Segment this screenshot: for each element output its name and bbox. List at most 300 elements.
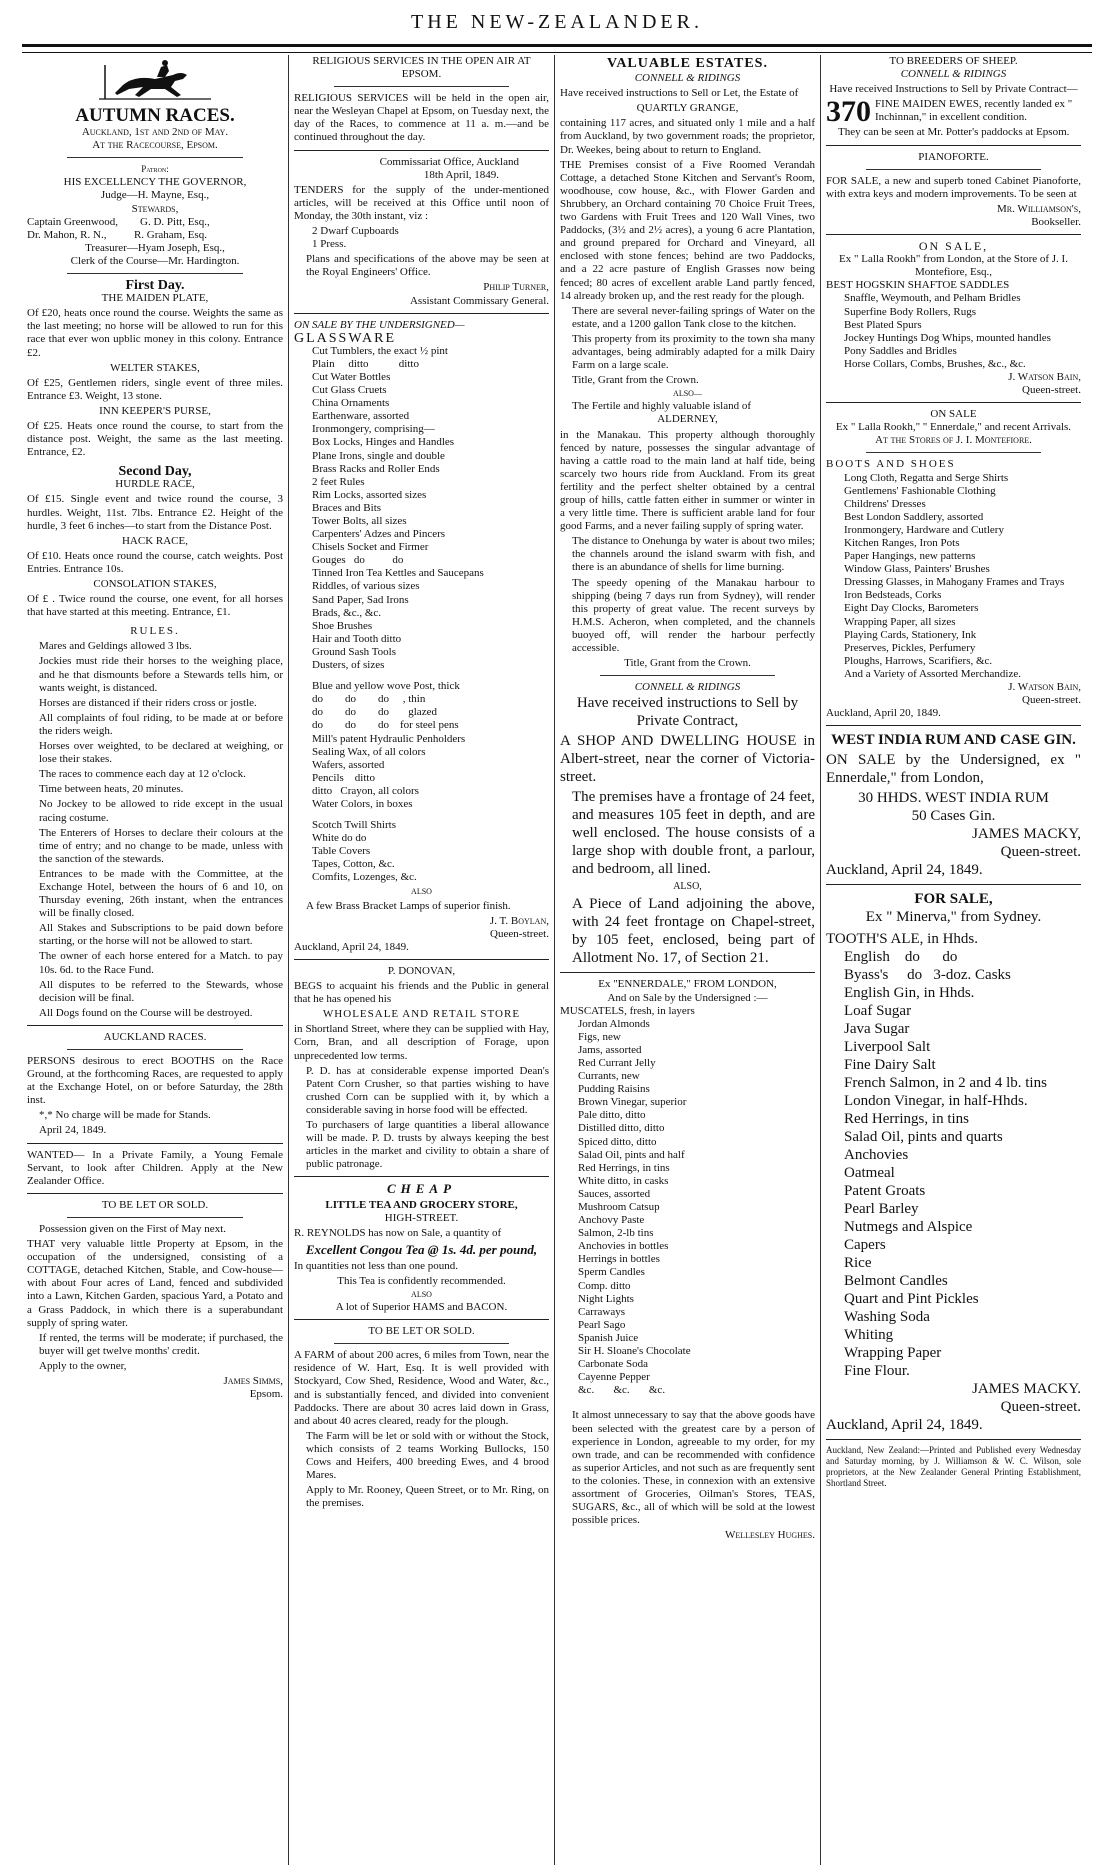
merchandise-item: Playing Cards, Stationery, Ink <box>844 628 977 641</box>
column-3 <box>554 55 820 1865</box>
masthead-rule <box>22 44 1092 53</box>
clothing-item: Table Covers <box>312 845 371 858</box>
macky-date: Auckland, April 24, 1849. <box>826 1417 983 1434</box>
stationery-item: do do do for steel pens <box>312 719 459 732</box>
race-name: WELTER STAKES, <box>110 361 200 374</box>
saddlery-item: Best Plated Spurs <box>844 318 922 331</box>
grocery-item: Distilled ditto, ditto <box>578 1122 665 1135</box>
divider <box>67 157 243 158</box>
ale-item: Red Herrings, in tins <box>844 1111 969 1128</box>
ewes-number: 370 <box>826 95 871 129</box>
grocery-item: Sir H. Sloane's Chocolate <box>578 1345 691 1358</box>
ale-item: Nutmegs and Alspice <box>844 1219 973 1236</box>
imprint: Auckland, New Zealand:—Printed and Published every Wednesday and Saturday morning, by J. Williamson & W. C. Wilson, sole proprietors, at the New Zealander General Printing Establishment, Shortland Street. <box>826 1445 1081 1489</box>
merchandise-item: Eight Day Clocks, Barometers <box>844 602 979 615</box>
divider <box>600 675 775 676</box>
grocery-item: Figs, new <box>578 1030 621 1043</box>
merchandise-item: Best London Saddlery, assorted <box>844 510 984 523</box>
wanted-text: WANTED— In a Private Family, a Young Female Servant, to look after Children. Apply at the New Zealander Office. <box>27 1148 283 1187</box>
glass-item: Chisels Socket and Firmer <box>312 541 429 554</box>
donovan-title: P. DONOVAN, <box>387 965 456 977</box>
race-text: Of £25. Heats once round the course, to start from the distance post. Weight, the same as the last meeting. Entrance, £2. <box>27 419 283 459</box>
glass-item: Box Locks, Hinges and Handles <box>312 436 455 449</box>
stationery-item: Blue and yellow wove Post, thick <box>312 680 460 693</box>
saddles: BEST HOGSKIN SHAFTOE SADDLES <box>826 279 1010 292</box>
ale-item: English Gin, in Hhds. <box>844 985 975 1002</box>
rule-item: Horses over weighted, to be declared at weighing, or lose their stakes. <box>39 740 283 766</box>
divider <box>866 452 1041 453</box>
donovan-store: WHOLESALE AND RETAIL STORE <box>322 1008 521 1021</box>
tender-role: Assistant Commissary General. <box>409 294 549 307</box>
ale-item: English do do <box>844 949 958 966</box>
ennerdale-sub: And on Sale by the Undersigned :— <box>607 991 768 1004</box>
clothing-item: White do do <box>312 832 367 845</box>
ale-item: French Salmon, in 2 and 4 lb. tins <box>844 1075 1047 1092</box>
grocery-item: Currants, new <box>578 1070 640 1083</box>
saddlery-item: Snaffle, Weymouth, and Pelham Bridles <box>844 292 1021 305</box>
grocery-item: Spanish Juice <box>578 1331 639 1344</box>
glass-item: China Ornaments <box>312 397 390 410</box>
rule-item: Jockies must ride their horses to the weighing place, and he that dismounts before a Stewards tells him, or wants weight, is distanced. <box>39 655 283 694</box>
divider <box>826 402 1081 403</box>
glass-item: Carpenters' Adzes and Pincers <box>312 528 446 541</box>
shop-intro: Have received instructions to Sell by Private Contract, <box>576 695 799 730</box>
title-grant: Title, Grant from the Crown. <box>572 374 699 387</box>
merchandise-item: Wrapping Paper, all sizes <box>844 615 956 628</box>
let-possession: Possession given on the First of May next. <box>39 1222 226 1235</box>
lamps-text: A few Brass Bracket Lamps of superior finish. <box>306 899 511 912</box>
ale-item: Anchovies <box>844 1147 909 1164</box>
merchandise-item: Kitchen Ranges, Iron Pots <box>844 537 960 549</box>
comm-office: Commissariat Office, Auckland <box>379 155 519 168</box>
bain-date: Auckland, April 20, 1849. <box>826 707 941 720</box>
rules-list <box>27 640 283 1020</box>
glass-item: Sand Paper, Sad Irons <box>312 593 409 606</box>
religious-title: RELIGIOUS SERVICES IN THE OPEN AIR AT EPSOM. <box>312 55 531 81</box>
race-text: Of £25, Gentlemen riders, single event of three miles. Entrance £3. Weight, 13 stone. <box>27 376 283 402</box>
rule-item: Horses are distanced if their riders cross or jostle. <box>39 696 257 709</box>
glass-item: Gouges do do <box>312 554 404 567</box>
merchandise-item: Paper Hangings, new patterns <box>844 550 976 563</box>
ale-item: Rice <box>844 1255 872 1272</box>
glass-item: Ground Sash Tools <box>312 645 396 658</box>
ale-item: Belmont Candles <box>844 1273 948 1290</box>
grocery-item: Mushroom Catsup <box>578 1201 660 1213</box>
grocery-item: Anchovy Paste <box>578 1214 645 1227</box>
divider <box>27 1143 283 1144</box>
stationery-item: do do do , thin <box>312 693 426 706</box>
saddlery-item: Superfine Body Rollers, Rugs <box>844 305 976 318</box>
also-label: ALSO— <box>673 389 702 399</box>
divider <box>67 1049 243 1050</box>
rule-item: Mares and Geldings allowed 3 lbs. <box>39 640 192 653</box>
race-name: INN KEEPER'S PURSE, <box>99 404 211 417</box>
tenders-plans: Plans and specifications of the above may be seen at the Royal Engineers' Office. <box>306 253 549 279</box>
macky-date: Auckland, April 24, 1849. <box>826 862 983 879</box>
glass-item: Tinned Iron Tea Kettles and Saucepans <box>312 567 484 580</box>
column-4 <box>820 55 1086 1865</box>
hughes-sign: Wellesley Hughes. <box>724 1529 815 1542</box>
glass-item: Plane Irons, single and double <box>312 449 445 462</box>
ale-item: Capers <box>844 1237 886 1254</box>
grocery-item: Brown Vinegar, superior <box>578 1096 687 1109</box>
cheap-heading: CHEAP <box>386 1181 457 1197</box>
bain-place: Queen-street. <box>1022 384 1081 397</box>
clothing-item: Scotch Twill Shirts <box>312 819 396 832</box>
ale-item: Patent Groats <box>844 1183 926 1200</box>
merchandise-item: Long Cloth, Regatta and Serge Shirts <box>844 471 1009 484</box>
ale-item: London Vinegar, in half-Hhds. <box>844 1093 1028 1110</box>
divider <box>826 1439 1081 1440</box>
grocery-item: Herrings in bottles <box>578 1253 660 1266</box>
races-dates: Auckland, 1st and 2nd of May. <box>81 126 229 139</box>
merchandise-item: Ironmongery, Hardware and Cutlery <box>844 523 1004 536</box>
patron-label: Patron: <box>141 164 169 175</box>
glass-item: Shoe Brushes <box>312 619 373 632</box>
grocery-item: Salad Oil, pints and half <box>578 1148 685 1161</box>
boylan-date: Auckland, April 24, 1849. <box>294 940 409 953</box>
ale-item: Loaf Sugar <box>844 1003 912 1020</box>
stationery-item: Water Colors, in boxes <box>312 797 413 810</box>
grocery-item: Red Currant Jelly <box>578 1056 656 1069</box>
donovan-text: BEGS to acquaint his friends and the Public in general that he has opened his <box>294 980 549 1006</box>
divider <box>866 169 1041 170</box>
tender-sign: Philip Turner, <box>483 281 549 294</box>
saddlery-item: Jockey Huntings Dog Whips, mounted handles <box>844 331 1051 344</box>
congou-offer: Excellent Congou Tea @ 1s. 4d. per pound, <box>305 1241 538 1257</box>
stewards-line: Dr. Mahon, R. N., R. Graham, Esq. <box>27 228 207 241</box>
ale-item: Liverpool Salt <box>844 1039 931 1056</box>
also-label: ALSO <box>411 1289 432 1299</box>
rum-gin: 50 Cases Gin. <box>911 808 996 825</box>
glass-item: Braces and Bits <box>312 501 382 514</box>
glass-item: Hair and Tooth ditto <box>312 632 402 645</box>
ale-item: Oatmeal <box>844 1165 895 1182</box>
ale-item: Fine Flour. <box>844 1363 910 1380</box>
merchandise-item: Ploughs, Harrows, Scarifiers, &c. <box>844 654 993 667</box>
auckland-races-title: AUCKLAND RACES. <box>103 1030 207 1043</box>
macky-place: Queen-street. <box>1000 1399 1081 1416</box>
land-text: A Piece of Land adjoining the above, with 24 feet frontage on Chapel-street, by 105 feet, enclosed, being part of Allotment No. 17, of Section 21. <box>572 896 815 967</box>
estate-name: QUARTLY GRANGE, <box>636 102 739 115</box>
glass-item: Brads, &c., &c. <box>312 606 382 619</box>
grocery-item: Carraways <box>578 1305 626 1318</box>
farm-title: TO BE LET OR SOLD. <box>368 1325 475 1338</box>
divider <box>826 145 1081 146</box>
macky-place: Queen-street. <box>1000 844 1081 861</box>
patron: HIS EXCELLENCY THE GOVERNOR, <box>63 176 247 189</box>
clerk: Clerk of the Course—Mr. Hardington. <box>70 254 240 267</box>
divider <box>27 1025 283 1026</box>
rule-item: All Dogs found on the Course will be destroyed. <box>39 1006 253 1019</box>
let-title: TO BE LET OR SOLD. <box>101 1198 209 1211</box>
glass-item: Rim Locks, assorted sizes <box>312 488 427 501</box>
donovan-text: in Shortland Street, where they can be supplied with Hay, Corn, Bran, and all description of Forage, upon unprecedented low terms. <box>294 1023 549 1062</box>
grocery-item: Pearl Sago <box>578 1318 626 1331</box>
divider <box>294 150 549 151</box>
grocery-item: Jams, assorted <box>578 1043 642 1056</box>
ale-item: Pearl Barley <box>844 1201 919 1218</box>
island-name: ALDERNEY, <box>657 413 718 426</box>
column-1 <box>22 55 288 1865</box>
ewes-ad <box>826 95 1081 129</box>
stationery-item: Pencils ditto <box>312 771 375 784</box>
glass-item: Earthenware, assorted <box>312 410 410 423</box>
races-title: AUTUMN RACES. <box>75 105 235 126</box>
reynolds-text: R. REYNOLDS has now on Sale, a quantity of <box>294 1226 502 1239</box>
rum-title: WEST INDIA RUM AND CASE GIN. <box>831 732 1076 749</box>
glass-item: Plain ditto ditto <box>312 357 419 370</box>
piano-at: Mr. Williamson's, <box>997 202 1081 215</box>
muscatels: MUSCATELS, fresh, in layers <box>560 1004 695 1017</box>
donovan-text: To purchasers of large quantities a liberal allowance will be made. P. D. trusts by always keeping the best articles in the market and civility to obtain a share of public patronage. <box>306 1119 549 1171</box>
grocery-item: Pale ditto, ditto <box>578 1109 646 1122</box>
second-day-heading: Second Day, <box>118 464 192 480</box>
let-place: Epsom. <box>249 1388 283 1401</box>
glass-item: Ironmongery, comprising— <box>312 423 435 436</box>
divider <box>560 972 815 973</box>
judge: Judge—H. Mayne, Esq., <box>100 189 210 202</box>
merchandise-item: Childrens' Dresses <box>844 497 926 510</box>
glass-item: Brass Racks and Roller Ends <box>312 462 440 475</box>
grocery-item: Jordan Almonds <box>578 1017 650 1030</box>
ale-item: Byass's do 3-doz. Casks <box>844 967 1011 984</box>
grocery-item: Night Lights <box>578 1292 634 1305</box>
ale-item: Salad Oil, pints and quarts <box>844 1129 1003 1146</box>
race-name: CONSOLATION STAKES, <box>93 578 217 590</box>
race-text: Of £ . Twice round the course, one event, for all horses that have started at this meeting. Entrance, £1. <box>27 593 283 619</box>
grocery-item: &c. &c. &c. <box>578 1384 666 1397</box>
glass-item: Cut Water Bottles <box>312 370 391 383</box>
divider <box>67 1217 243 1218</box>
firm-name: CONNELL & RIDINGS <box>634 681 741 694</box>
clothing-item: Tapes, Cotton, &c. <box>312 858 395 871</box>
bain-sign: J. Watson Bain, <box>1008 370 1081 383</box>
stationery-item: Sealing Wax, of all colors <box>312 745 426 758</box>
treasurer: Treasurer—Hyam Joseph, Esq., <box>85 241 225 254</box>
grocery-item: Sperm Candles <box>578 1266 645 1279</box>
harbour-text: The speedy opening of the Manakau harbour to shipping (being 7 days run from Sydney), will render this property of great value. The recent surveys by H.M.S. Acheron, when completed, and the channels buoyed off, will render the harbour perfectly accessible. <box>572 576 815 655</box>
rum-hhds: 30 HHDS. WEST INDIA RUM <box>858 790 1049 807</box>
rule-item: All complaints of foul riding, to be made at or before the riders weigh. <box>39 711 283 737</box>
grocery-item: Sauces, assorted <box>578 1187 651 1200</box>
columns <box>22 55 1092 1865</box>
premises-text: THE Premises consist of a Five Roomed Verandah Cottage, a detached Stone Kitchen and Servant's Room, woodhouse, cow house, &c., with Flower Garden and Shrubbery, an Orchard containing 70 Choice Fruit Trees, two Gardens with Fruit Trees and 120 Wall Vines, two Paddocks, (3½ and 2½ acres), a young 6 acre Plantation, and ground prepared for Orchard and Vineyard, all enclosed with stone fences; behind are two Paddocks, and a 22 acre pasture of English Grasses now being fenced; 80 acres of excellent arable Land partly fenced, 14 already broken up, and the rest ready for the plough. <box>560 158 815 302</box>
merchandise-item: Window Glass, Painters' Brushes <box>844 563 990 576</box>
forsale-heading: FOR SALE, <box>914 891 993 908</box>
also-label: ALSO, <box>673 881 702 893</box>
congou-rec: This Tea is confidently recommended. <box>337 1274 506 1287</box>
grocery-item: Spiced ditto, ditto <box>578 1135 657 1148</box>
firm-name: CONNELL & RIDINGS <box>634 72 741 85</box>
onehunga-text: The distance to Onehunga by water is about two miles; the channels around the island swarm with fish, and there is an abundance of shells for lime burning. <box>572 535 815 574</box>
divider <box>334 86 509 87</box>
let-rent: If rented, the terms will be moderate; if purchased, the buyer will get twelve months' credit. <box>39 1331 283 1357</box>
shop-text: A SHOP AND DWELLING HOUSE in Albert-street, near the corner of Victoria-street. <box>560 733 815 786</box>
glass-item: Tower Bolts, all sizes <box>312 515 407 527</box>
religious-text: RELIGIOUS SERVICES will be held in the open air, near the Wesleyan Chapel at Epsom, on Tuesday next, the day of the Races, to commence at 11 a. m.—and be continued throughout the day. <box>294 92 549 144</box>
tender-item: 2 Dwarf Cupboards <box>312 225 399 238</box>
grange-text: containing 117 acres, and situated only 1 mile and a half from Auckland, by two government roads; the proprietor, Dr. Weekes, being about to return to England. <box>560 117 815 156</box>
firm-name: CONNELL & RIDINGS <box>900 68 1007 81</box>
onsale-heading: ON SALE <box>930 408 977 421</box>
glass-item: Dusters, of sizes <box>312 659 385 672</box>
rule-item: The Enterers of Horses to declare their colours at the time of entry; and no change to be made, unless with the sanction of the stewards. <box>39 826 283 865</box>
post-items <box>294 680 549 811</box>
bain-place: Queen-street. <box>1022 694 1081 707</box>
tenders-text: TENDERS for the supply of the under-mentioned articles, will be received at this Office until noon of Monday, the 30th instant, viz : <box>294 183 549 222</box>
hughes-text: It almost unnecessary to say that the above goods have been selected with the greatest care by a person of experience in London, agreeable to my order, for my own trade, and can be recommended with confidence as superior Articles, and not such as are frequently sent to the colonies. These, in connexion with an extensive assortment of Groceries, Oilman's Stores, TEAS, SUGARS, &c., all of which will be sold at the lowest possible prices. <box>572 1409 815 1527</box>
masthead: THE NEW-ZEALANDER. <box>411 10 703 33</box>
race-name: THE MAIDEN PLATE, <box>101 292 209 305</box>
island-text: in the Manakau. This property although thoroughly fenced by nature, possesses the singular advantage of having a cattle road to the main land at half tide, being scarcely two hours ride from Auckland. From its great fertility and the perfect shelter obtained by a central group of hills, cattle fatten either in summer or winter in a very little time. There is sufficient arable land for four good Farms, and a never failing supply of spring water. <box>560 428 815 533</box>
divider <box>294 1176 549 1177</box>
tender-items <box>294 225 549 251</box>
stewards-label: Stewards, <box>131 202 179 215</box>
first-day-heading: First Day. <box>125 278 185 294</box>
race-name: HURDLE RACE, <box>115 478 195 491</box>
divider <box>826 884 1081 885</box>
glass-item: Cut Tumblers, the exact ½ pint <box>312 344 448 357</box>
grocery-item: Cayenne Pepper <box>578 1371 650 1384</box>
springs-text: There are several never-failing springs of Water on the estate, and a 1200 gallon Tank close to the kitchen. <box>572 304 815 330</box>
shirt-items <box>294 819 549 884</box>
stationery-item: Wafers, assorted <box>312 758 385 771</box>
divider <box>27 1193 283 1194</box>
grocery-item: Red Herrings, in tins <box>578 1161 670 1174</box>
divider <box>294 1319 549 1320</box>
ale-item: Fine Dairy Salt <box>844 1057 936 1074</box>
macky-sign: JAMES MACKY. <box>972 1381 1081 1398</box>
column-2 <box>288 55 554 1865</box>
let-text: THAT very valuable little Property at Epsom, in the occupation of the undersigned, consisting of a COTTAGE, detached Kitchen, Stable, and Cow-house—with about Four acres of Land, fenced and subdivided into a Lawn, Kitchen Garden, spacious Yard, a Potato and a Grass Paddock, in which there is a superabundant supply of spring water. <box>27 1238 283 1329</box>
boots-heading: BOOTS AND SHOES <box>826 458 956 471</box>
ale-item: Java Sugar <box>844 1021 910 1038</box>
saddlery-item: Horse Collars, Combs, Brushes, &c., &c. <box>844 357 1026 370</box>
sale-header: ON SALE BY THE UNDERSIGNED— <box>294 318 465 331</box>
divider <box>826 725 1081 726</box>
tender-item: 1 Press. <box>312 238 347 251</box>
let-apply: Apply to the owner, <box>39 1359 127 1372</box>
saddlery-item: Pony Saddles and Bridles <box>844 344 957 357</box>
boylan-place: Queen-street. <box>490 927 549 940</box>
grocery-item: Pudding Raisins <box>578 1083 650 1096</box>
divider <box>826 234 1081 235</box>
estates-title: VALUABLE ESTATES. <box>607 56 768 71</box>
saddle-items <box>826 292 1081 371</box>
boots-items <box>826 472 1081 682</box>
ale-item: Quart and Pint Pickles <box>844 1291 979 1308</box>
rule-item: All disputes to be referred to the Stewards, whose decision will be final. <box>39 978 283 1004</box>
merchandise-item: Iron Bedsteads, Corks <box>844 589 942 602</box>
let-sign: James Simms, <box>223 1374 283 1387</box>
merchandise-item: And a Variety of Assorted Merchandize. <box>844 667 1021 680</box>
congou-qty: In quantities not less than one pound. <box>294 1259 459 1272</box>
rum-text: ON SALE by the Undersigned, ex " Ennerdale," from London, <box>826 752 1081 787</box>
grocery-items <box>560 1018 815 1398</box>
grocery-item: Anchovies in bottles <box>578 1240 669 1253</box>
farm-text: A FARM of about 200 acres, 6 miles from Town, near the residence of W. Hart, Esq. It is well provided with Stockyard, Cow Shed, Residence, Wood and Water, &c., and is substantially fenced, and divided into convenient Paddocks. There are about 30 acres laid down in Grass, and about 40 acres cleared, ready for the plough. <box>294 1349 549 1427</box>
rule-item: The races to commence each day at 12 o'clock. <box>39 768 246 781</box>
ewes-seen: They can be seen at Mr. Potter's paddocks at Epsom. <box>838 126 1070 139</box>
race-text: Of £15. Single event and twice round the course, 3 hurdles. Weight, 11st. 7lbs. Entrance £2. Height of the hurdle, 3 feet 6 inches—to start from the Distance Post. <box>27 493 283 532</box>
race-name: HACK RACE, <box>121 534 188 547</box>
stewards-line: Captain Greenwood, G. D. Pitt, Esq., <box>27 215 210 228</box>
rule-item: The owner of each horse entered for a Match. to pay 10s. 6d. to the Race Fund. <box>39 950 283 976</box>
races-place: At the Racecourse, Epsom. <box>92 139 218 152</box>
ale-items <box>826 948 1081 1380</box>
island-intro: The Fertile and highly valuable island of <box>572 400 752 413</box>
booths-date: April 24, 1849. <box>39 1124 107 1137</box>
race-text: Of £10. Heats once round the course, catch weights. Post Entries. Entrance 10s. <box>27 549 283 575</box>
farm-apply: Apply to Mr. Rooney, Queen Street, or to Mr. Ring, on the premises. <box>306 1484 549 1510</box>
glass-item: Cut Glass Cruets <box>312 384 387 397</box>
clothing-item: Comfits, Lozenges, &c. <box>312 871 417 884</box>
divider <box>294 313 549 314</box>
macky-sign: JAMES MACKY, <box>972 826 1081 843</box>
glass-item: 2 feet Rules <box>312 475 365 488</box>
grocery-item: Carbonate Soda <box>578 1358 648 1371</box>
piano-text: FOR SALE, a new and superb toned Cabinet Pianoforte, with extra keys and modern improvements. To be seen at <box>826 174 1081 200</box>
rule-item: Entrances to be made with the Committee, at the Exchange Hotel, between the hours of 6 and 10, on Thursday evening, 26th instant, when the entrances will be finally closed. <box>39 867 283 920</box>
stationery-item: Mill's patent Hydraulic Penholders <box>312 732 466 745</box>
grocery-item: Comp. ditto <box>578 1279 631 1292</box>
farm-text: The Farm will be let or sold with or without the Stock, which consists of 2 teams Working Bullocks, 150 Cows and Heifers, 400 breeding Ewes, and 4 brood Mares. <box>306 1429 549 1482</box>
shop-text: The premises have a frontage of 24 feet, and measures 105 feet in depth, and are well enclosed. The house consists of a large shop with double front, a parlour, and bedroom, all lined. <box>572 789 815 878</box>
stationery-item: do do do glazed <box>312 706 437 719</box>
proximity-text: This property from its proximity to the town sha many advantages, being admirably adapted for a milk Dairy Farm on a large scale. <box>572 332 815 372</box>
ale-item: Wrapping Paper <box>844 1345 942 1362</box>
hams: A lot of Superior HAMS and BACON. <box>335 1301 508 1314</box>
lalla-text: Ex " Lalla Rookh," " Ennerdale," and recent Arrivals. <box>835 421 1072 434</box>
stores-text: At the Stores of J. I. Montefiore. <box>875 434 1032 447</box>
boylan-sign: J. T. Boylan, <box>489 914 549 927</box>
divider <box>67 273 243 274</box>
piano-title: PIANOFORTE. <box>918 150 989 163</box>
booths-note: *,* No charge will be made for Stands. <box>39 1109 211 1122</box>
bain-sign: J. Watson Bain, <box>1008 681 1081 694</box>
piano-role: Bookseller. <box>1031 215 1081 228</box>
rule-item: Time between heats, 20 minutes. <box>39 783 184 796</box>
race-text: Of £20, heats once round the course. Weights the same as the last meeting; no horse will be allowed to run for this race that ever won upblic money in this colony. Entrance £2. <box>27 307 283 359</box>
donovan-text: P. D. has at considerable expense imported Dean's Patent Corn Crusher, so that parties wishing to have crushed Corn can be supplied with it, by which a considerable saving in horse food will be effected. <box>306 1064 549 1116</box>
breeders-title: TO BREEDERS OF SHEEP. <box>889 55 1018 67</box>
merchandise-item: Preserves, Pickles, Perfumery <box>844 641 976 654</box>
glass-items <box>294 345 549 672</box>
rules-title: RULES. <box>130 625 180 638</box>
tea-store: LITTLE TEA AND GROCERY STORE, <box>325 1198 518 1211</box>
stationery-item: ditto Crayon, all colors <box>312 784 419 797</box>
merchandise-item: Dressing Glasses, in Mahogany Frames and Trays <box>844 576 1065 589</box>
glass-item: Riddles, of various sizes <box>312 580 420 593</box>
rule-item: No Jockey to be allowed to ride except in the usual racing costume. <box>39 798 283 824</box>
also-label: ALSO <box>411 886 432 896</box>
comm-date: 18th April, 1849. <box>423 168 499 181</box>
minerva-text: Ex " Minerva," from Sydney. <box>865 909 1042 926</box>
rule-item: All Stakes and Subscriptions to be paid down before starting, or the horse will not be allowed to start. <box>39 922 283 948</box>
breeders-intro: Have received Instructions to Sell by Private Contract— <box>829 83 1078 96</box>
ale-item: Washing Soda <box>844 1309 930 1326</box>
ennerdale-heading: Ex "ENNERDALE," FROM LONDON, <box>598 978 777 991</box>
grocery-item: Salmon, 2-lb tins <box>578 1227 654 1240</box>
glassware-heading: GLASSWARE <box>294 330 397 346</box>
ale-item: Whiting <box>844 1327 894 1344</box>
divider <box>294 959 549 960</box>
divider <box>334 1343 509 1344</box>
booths-text: PERSONS desirous to erect BOOTHS on the Race Ground, at the forthcoming Races, are requested to apply at the Exchange Hotel, on or before Saturday, the 28th inst. <box>27 1055 283 1107</box>
onsale-heading: ON SALE, <box>918 239 989 254</box>
title-grant: Title, Grant from the Crown. <box>624 657 751 670</box>
